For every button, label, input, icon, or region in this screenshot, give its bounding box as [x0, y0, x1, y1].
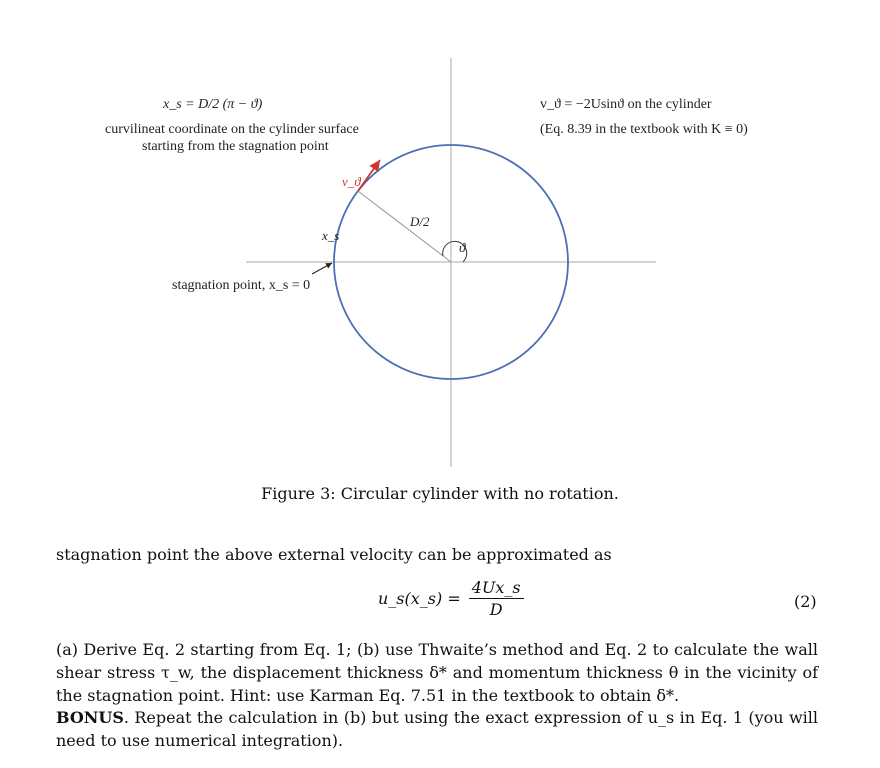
bonus-label: BONUS	[56, 708, 124, 727]
stagnation-arrow	[312, 263, 332, 274]
stagnation-label: stagnation point, x_s = 0	[172, 278, 311, 293]
equation-2	[378, 578, 524, 619]
curvilinear-label-line2: starting from the stagnation point	[142, 139, 329, 154]
equation-number: (2)	[794, 592, 817, 611]
equation-denominator: D	[489, 600, 503, 619]
question-paragraph: (a) Derive Eq. 2 starting from Eq. 1; (b) use Thwaite’s method and Eq. 2 to calculate the wall shear stress τ_w, the displacement thickness δ* and momentum thickness θ in the vicinity of the stagnation point. Hint: use Karman Eq. 7.51 in the textbook to obtain δ*.	[56, 640, 818, 705]
equation-numerator: 4Ux_s	[469, 578, 524, 599]
radius-label: D/2	[410, 214, 430, 229]
curvilinear-label-line1: curvilineat coordinate on the cylinder surface	[105, 122, 359, 137]
bonus-paragraph	[56, 706, 818, 752]
xs-definition-label: x_s = D/2 (π − ϑ)	[163, 97, 263, 112]
figure-caption: Figure 3: Circular cylinder with no rotation.	[261, 484, 619, 503]
velocity-arrow	[358, 160, 380, 191]
theta-label: ϑ	[459, 240, 466, 255]
equation-reference-label: (Eq. 8.39 in the textbook with K ≡ 0)	[540, 122, 748, 137]
equation-lhs: u_s(x_s) =	[378, 589, 461, 608]
equation-fraction	[469, 578, 524, 619]
radius-line	[358, 191, 451, 262]
intro-paragraph: stagnation point the above external velocity can be approximated as	[56, 545, 612, 564]
vtheta-definition-label: v_ϑ = −2Usinϑ on the cylinder	[540, 97, 712, 112]
xs-label: x_s	[322, 228, 340, 243]
bonus-text: . Repeat the calculation in (b) but using the exact expression of u_s in Eq. 1 (you will need to use numerical integration).	[56, 708, 818, 750]
vtheta-arrow-label: v_ϑ	[342, 174, 361, 189]
